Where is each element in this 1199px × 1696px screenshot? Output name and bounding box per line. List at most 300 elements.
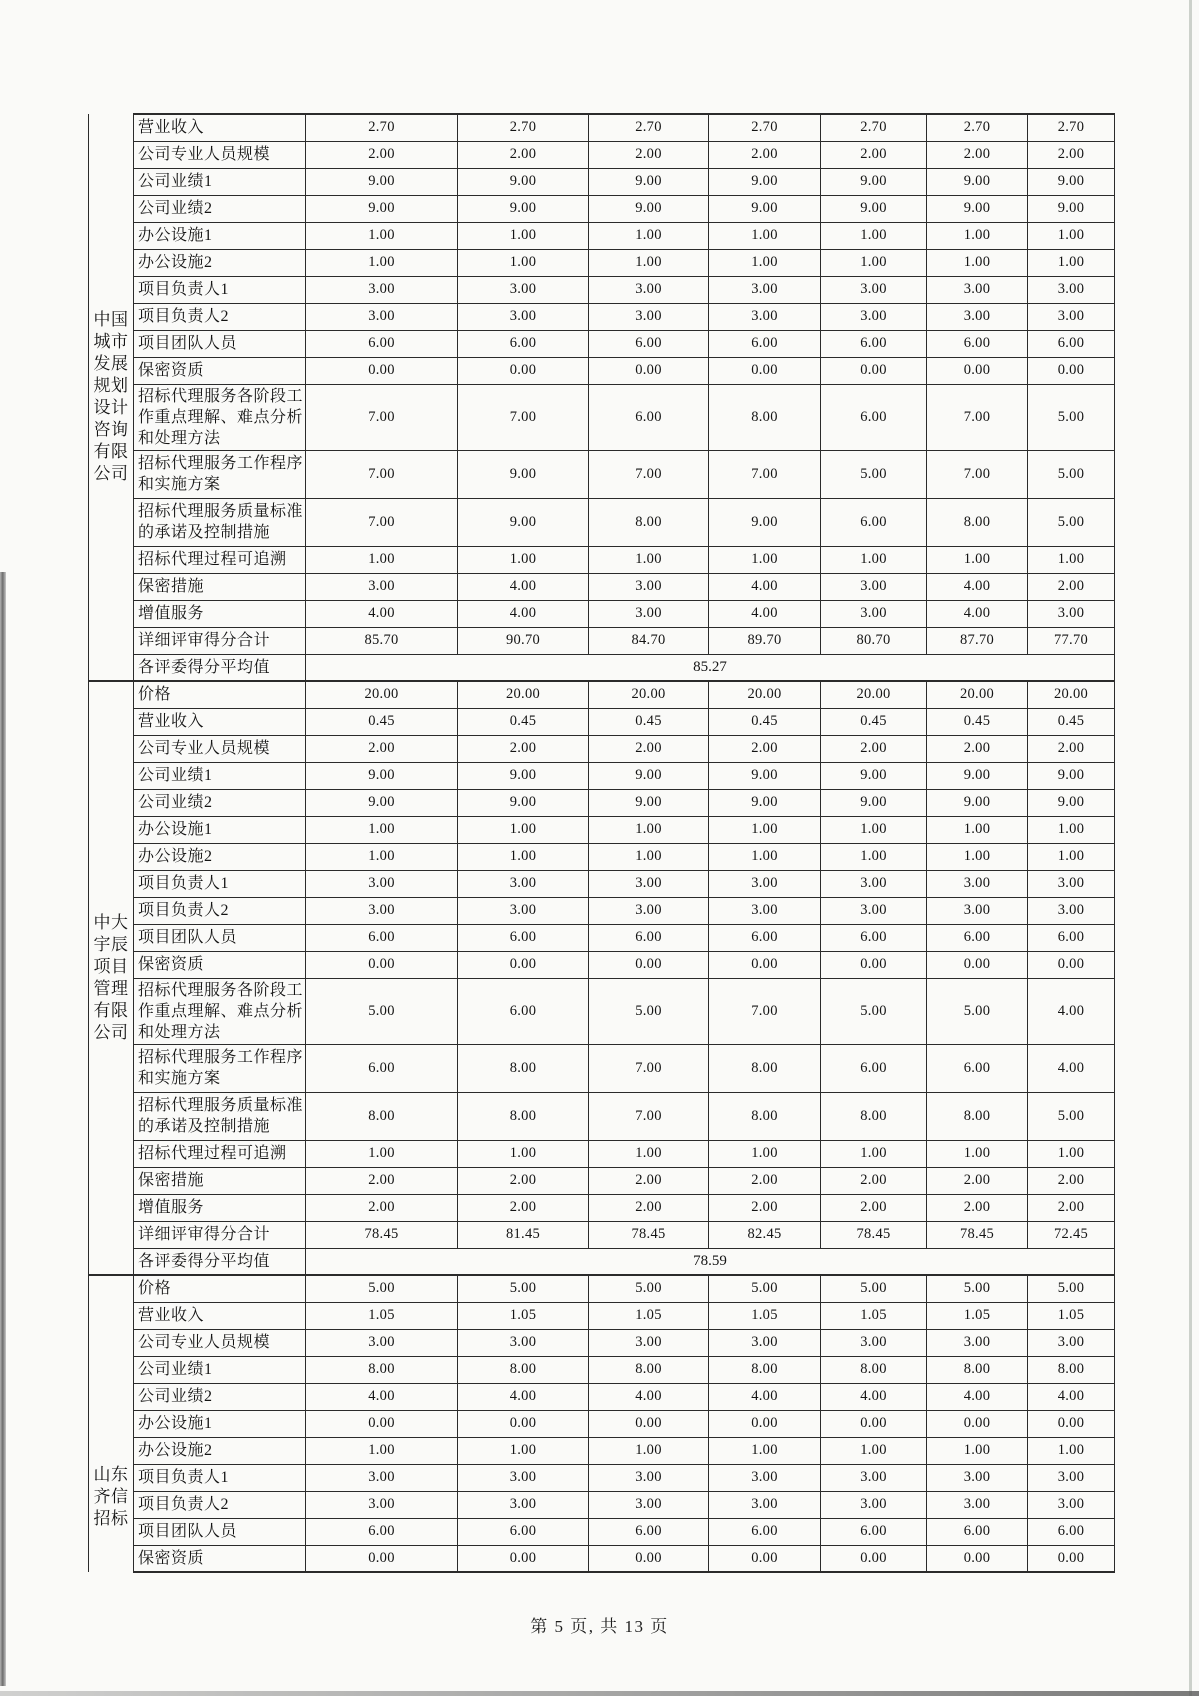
score-cell: 9.00 bbox=[927, 762, 1028, 789]
score-cell: 7.00 bbox=[306, 384, 458, 450]
score-cell: 1.00 bbox=[1028, 546, 1115, 573]
criteria-label-cell: 项目负责人2 bbox=[134, 303, 306, 330]
score-cell: 8.00 bbox=[589, 1356, 709, 1383]
score-cell: 2.00 bbox=[306, 735, 458, 762]
score-cell: 8.00 bbox=[709, 1092, 821, 1140]
score-cell: 1.00 bbox=[458, 1140, 589, 1167]
score-cell: 3.00 bbox=[821, 870, 927, 897]
score-cell: 5.00 bbox=[1028, 1092, 1115, 1140]
score-cell: 3.00 bbox=[821, 276, 927, 303]
table-row bbox=[89, 114, 1115, 141]
criteria-label-cell: 详细评审得分合计 bbox=[134, 627, 306, 654]
score-cell: 8.00 bbox=[821, 1356, 927, 1383]
score-cell: 1.00 bbox=[589, 546, 709, 573]
score-cell: 1.00 bbox=[306, 1140, 458, 1167]
score-cell: 9.00 bbox=[927, 789, 1028, 816]
score-cell: 1.00 bbox=[927, 249, 1028, 276]
score-cell: 2.00 bbox=[927, 735, 1028, 762]
score-cell: 87.70 bbox=[927, 627, 1028, 654]
table-row bbox=[89, 816, 1115, 843]
score-cell: 1.05 bbox=[927, 1302, 1028, 1329]
score-cell: 3.00 bbox=[458, 1491, 589, 1518]
score-cell: 0.00 bbox=[709, 357, 821, 384]
criteria-label-cell: 招标代理过程可追溯 bbox=[134, 1140, 306, 1167]
score-cell: 3.00 bbox=[458, 1329, 589, 1356]
score-cell: 3.00 bbox=[709, 1464, 821, 1491]
score-cell: 6.00 bbox=[458, 330, 589, 357]
score-cell: 0.00 bbox=[458, 357, 589, 384]
table-row bbox=[89, 681, 1115, 708]
criteria-label-cell: 公司专业人员规模 bbox=[134, 1329, 306, 1356]
score-cell: 2.70 bbox=[1028, 114, 1115, 141]
table-row bbox=[89, 303, 1115, 330]
score-cell: 1.00 bbox=[1028, 1140, 1115, 1167]
score-cell: 3.00 bbox=[821, 600, 927, 627]
score-cell: 9.00 bbox=[709, 195, 821, 222]
score-cell: 3.00 bbox=[821, 1464, 927, 1491]
score-cell: 3.00 bbox=[589, 870, 709, 897]
score-cell: 2.00 bbox=[458, 141, 589, 168]
score-cell: 1.00 bbox=[821, 222, 927, 249]
criteria-label-cell: 价格 bbox=[134, 681, 306, 708]
score-cell: 3.00 bbox=[1028, 303, 1115, 330]
table-row bbox=[89, 1140, 1115, 1167]
score-cell: 0.00 bbox=[927, 357, 1028, 384]
score-cell: 1.00 bbox=[821, 1437, 927, 1464]
score-cell: 5.00 bbox=[589, 1275, 709, 1302]
score-cell: 1.00 bbox=[709, 222, 821, 249]
table-row bbox=[89, 1275, 1115, 1302]
criteria-label-cell: 公司专业人员规模 bbox=[134, 141, 306, 168]
criteria-label-cell: 公司业绩2 bbox=[134, 195, 306, 222]
criteria-label-cell: 详细评审得分合计 bbox=[134, 1221, 306, 1248]
score-cell: 1.00 bbox=[709, 816, 821, 843]
score-cell: 2.00 bbox=[709, 1167, 821, 1194]
score-cell: 0.00 bbox=[589, 1545, 709, 1572]
score-cell: 5.00 bbox=[306, 1275, 458, 1302]
score-cell: 8.00 bbox=[306, 1356, 458, 1383]
score-cell: 0.00 bbox=[589, 357, 709, 384]
score-cell: 9.00 bbox=[1028, 762, 1115, 789]
score-cell: 0.00 bbox=[709, 1410, 821, 1437]
criteria-label-cell: 营业收入 bbox=[134, 708, 306, 735]
criteria-label-cell: 办公设施1 bbox=[134, 1410, 306, 1437]
criteria-label-cell: 招标代理服务各阶段工作重点理解、难点分析和处理方法 bbox=[134, 978, 306, 1044]
score-cell: 6.00 bbox=[1028, 924, 1115, 951]
score-cell: 3.00 bbox=[589, 1329, 709, 1356]
score-cell: 6.00 bbox=[821, 1044, 927, 1092]
score-cell: 3.00 bbox=[589, 1464, 709, 1491]
score-cell: 4.00 bbox=[1028, 978, 1115, 1044]
score-cell: 9.00 bbox=[821, 762, 927, 789]
score-cell: 3.00 bbox=[458, 870, 589, 897]
score-cell: 0.00 bbox=[821, 1545, 927, 1572]
score-cell: 1.00 bbox=[709, 546, 821, 573]
criteria-label-cell: 增值服务 bbox=[134, 600, 306, 627]
score-cell: 2.00 bbox=[1028, 1194, 1115, 1221]
score-cell: 2.00 bbox=[927, 1167, 1028, 1194]
table-row bbox=[89, 276, 1115, 303]
score-cell: 8.00 bbox=[709, 1044, 821, 1092]
score-cell: 4.00 bbox=[709, 1383, 821, 1410]
score-cell: 3.00 bbox=[927, 1464, 1028, 1491]
average-row bbox=[89, 1248, 1115, 1275]
table-row bbox=[89, 708, 1115, 735]
table-row bbox=[89, 843, 1115, 870]
score-cell: 1.00 bbox=[458, 546, 589, 573]
score-cell: 2.00 bbox=[589, 1167, 709, 1194]
score-cell: 1.00 bbox=[709, 1140, 821, 1167]
table-row bbox=[89, 222, 1115, 249]
score-cell: 9.00 bbox=[306, 168, 458, 195]
score-cell: 78.45 bbox=[589, 1221, 709, 1248]
score-cell: 3.00 bbox=[927, 276, 1028, 303]
score-cell: 7.00 bbox=[927, 384, 1028, 450]
score-cell: 0.00 bbox=[927, 951, 1028, 978]
score-cell: 9.00 bbox=[927, 168, 1028, 195]
score-cell: 2.70 bbox=[458, 114, 589, 141]
score-cell: 3.00 bbox=[927, 897, 1028, 924]
score-cell: 2.00 bbox=[709, 141, 821, 168]
score-cell: 9.00 bbox=[1028, 195, 1115, 222]
score-cell: 3.00 bbox=[927, 1491, 1028, 1518]
score-cell: 6.00 bbox=[458, 978, 589, 1044]
score-cell: 1.00 bbox=[589, 816, 709, 843]
score-cell: 2.00 bbox=[589, 1194, 709, 1221]
average-label-cell: 各评委得分平均值 bbox=[134, 1248, 306, 1275]
criteria-label-cell: 公司专业人员规模 bbox=[134, 735, 306, 762]
table-row bbox=[89, 168, 1115, 195]
table-row bbox=[89, 1464, 1115, 1491]
score-cell: 3.00 bbox=[821, 303, 927, 330]
score-cell: 2.00 bbox=[589, 735, 709, 762]
score-cell: 9.00 bbox=[306, 789, 458, 816]
score-cell: 0.00 bbox=[927, 1410, 1028, 1437]
criteria-label-cell: 保密措施 bbox=[134, 1167, 306, 1194]
table-row bbox=[89, 546, 1115, 573]
criteria-label-cell: 公司业绩2 bbox=[134, 789, 306, 816]
table-row bbox=[89, 978, 1115, 1044]
score-cell: 0.00 bbox=[709, 1545, 821, 1572]
score-cell: 6.00 bbox=[821, 924, 927, 951]
score-cell: 0.45 bbox=[709, 708, 821, 735]
score-cell: 6.00 bbox=[927, 924, 1028, 951]
score-cell: 1.00 bbox=[589, 1140, 709, 1167]
table-row bbox=[89, 195, 1115, 222]
score-cell: 1.00 bbox=[821, 249, 927, 276]
score-cell: 6.00 bbox=[1028, 330, 1115, 357]
score-cell: 8.00 bbox=[927, 1092, 1028, 1140]
criteria-label-cell: 增值服务 bbox=[134, 1194, 306, 1221]
table-row bbox=[89, 924, 1115, 951]
score-cell: 78.45 bbox=[306, 1221, 458, 1248]
criteria-label-cell: 办公设施2 bbox=[134, 843, 306, 870]
score-cell: 9.00 bbox=[458, 168, 589, 195]
criteria-label-cell: 价格 bbox=[134, 1275, 306, 1302]
score-cell: 1.00 bbox=[821, 546, 927, 573]
score-cell: 2.00 bbox=[1028, 735, 1115, 762]
score-cell: 6.00 bbox=[709, 330, 821, 357]
score-cell: 1.00 bbox=[589, 222, 709, 249]
score-cell: 0.00 bbox=[589, 951, 709, 978]
score-cell: 3.00 bbox=[589, 573, 709, 600]
score-cell: 4.00 bbox=[709, 573, 821, 600]
score-cell: 1.00 bbox=[458, 843, 589, 870]
criteria-label-cell: 项目团队人员 bbox=[134, 924, 306, 951]
score-cell: 8.00 bbox=[709, 384, 821, 450]
score-cell: 1.00 bbox=[709, 843, 821, 870]
score-cell: 1.05 bbox=[306, 1302, 458, 1329]
score-cell: 1.00 bbox=[927, 1437, 1028, 1464]
criteria-label-cell: 办公设施1 bbox=[134, 816, 306, 843]
score-cell: 2.00 bbox=[927, 1194, 1028, 1221]
score-cell: 4.00 bbox=[458, 1383, 589, 1410]
score-cell: 3.00 bbox=[821, 1329, 927, 1356]
score-cell: 1.00 bbox=[1028, 816, 1115, 843]
score-cell: 1.00 bbox=[306, 816, 458, 843]
score-cell: 1.00 bbox=[1028, 843, 1115, 870]
score-cell: 7.00 bbox=[709, 450, 821, 498]
table-row bbox=[89, 141, 1115, 168]
score-cell: 3.00 bbox=[589, 897, 709, 924]
score-cell: 0.45 bbox=[458, 708, 589, 735]
score-cell: 3.00 bbox=[589, 303, 709, 330]
criteria-label-cell: 项目团队人员 bbox=[134, 1518, 306, 1545]
score-cell: 2.00 bbox=[306, 1167, 458, 1194]
table-row bbox=[89, 384, 1115, 450]
table-row bbox=[89, 735, 1115, 762]
score-cell: 1.00 bbox=[709, 1437, 821, 1464]
score-cell: 0.00 bbox=[821, 357, 927, 384]
score-cell: 9.00 bbox=[821, 195, 927, 222]
score-cell: 5.00 bbox=[1028, 1275, 1115, 1302]
score-cell: 4.00 bbox=[821, 1383, 927, 1410]
score-cell: 1.05 bbox=[709, 1302, 821, 1329]
score-cell: 1.00 bbox=[306, 249, 458, 276]
score-cell: 1.00 bbox=[306, 843, 458, 870]
score-cell: 0.00 bbox=[306, 1545, 458, 1572]
score-cell: 4.00 bbox=[1028, 1044, 1115, 1092]
score-cell: 9.00 bbox=[709, 789, 821, 816]
score-cell: 6.00 bbox=[1028, 1518, 1115, 1545]
score-cell: 1.00 bbox=[589, 1437, 709, 1464]
score-cell: 7.00 bbox=[709, 978, 821, 1044]
score-cell: 9.00 bbox=[589, 789, 709, 816]
table-row bbox=[89, 762, 1115, 789]
score-cell: 2.70 bbox=[927, 114, 1028, 141]
score-cell: 9.00 bbox=[306, 195, 458, 222]
score-cell: 3.00 bbox=[709, 276, 821, 303]
score-cell: 0.00 bbox=[821, 951, 927, 978]
score-cell: 1.00 bbox=[927, 222, 1028, 249]
score-cell: 1.05 bbox=[821, 1302, 927, 1329]
table-row bbox=[89, 1491, 1115, 1518]
score-cell: 1.00 bbox=[458, 816, 589, 843]
score-cell: 9.00 bbox=[821, 789, 927, 816]
score-cell: 9.00 bbox=[458, 789, 589, 816]
score-cell: 3.00 bbox=[306, 1491, 458, 1518]
score-cell: 1.00 bbox=[821, 843, 927, 870]
criteria-label-cell: 办公设施2 bbox=[134, 249, 306, 276]
score-cell: 0.00 bbox=[1028, 357, 1115, 384]
score-cell: 6.00 bbox=[306, 330, 458, 357]
score-cell: 0.00 bbox=[1028, 951, 1115, 978]
score-cell: 2.00 bbox=[1028, 573, 1115, 600]
score-cell: 3.00 bbox=[821, 1491, 927, 1518]
score-cell: 3.00 bbox=[306, 870, 458, 897]
table-row bbox=[89, 1383, 1115, 1410]
table-row bbox=[89, 1044, 1115, 1092]
criteria-label-cell: 公司业绩1 bbox=[134, 168, 306, 195]
score-cell: 3.00 bbox=[821, 897, 927, 924]
score-cell: 8.00 bbox=[458, 1044, 589, 1092]
score-cell: 8.00 bbox=[709, 1356, 821, 1383]
table-row bbox=[89, 870, 1115, 897]
table-row bbox=[89, 951, 1115, 978]
score-cell: 3.00 bbox=[927, 870, 1028, 897]
criteria-label-cell: 招标代理服务各阶段工作重点理解、难点分析和处理方法 bbox=[134, 384, 306, 450]
score-cell: 9.00 bbox=[1028, 789, 1115, 816]
score-cell: 0.00 bbox=[1028, 1410, 1115, 1437]
score-cell: 1.00 bbox=[306, 1437, 458, 1464]
score-cell: 4.00 bbox=[306, 1383, 458, 1410]
table-row bbox=[89, 1437, 1115, 1464]
table-row bbox=[89, 789, 1115, 816]
score-cell: 5.00 bbox=[821, 1275, 927, 1302]
score-cell: 8.00 bbox=[306, 1092, 458, 1140]
score-cell: 82.45 bbox=[709, 1221, 821, 1248]
score-cell: 8.00 bbox=[821, 1092, 927, 1140]
score-cell: 6.00 bbox=[709, 1518, 821, 1545]
score-cell: 6.00 bbox=[927, 330, 1028, 357]
score-cell: 0.45 bbox=[1028, 708, 1115, 735]
score-cell: 6.00 bbox=[589, 330, 709, 357]
score-cell: 3.00 bbox=[589, 1491, 709, 1518]
criteria-label-cell: 项目负责人2 bbox=[134, 1491, 306, 1518]
score-cell: 1.00 bbox=[1028, 249, 1115, 276]
score-cell: 6.00 bbox=[589, 924, 709, 951]
score-cell: 6.00 bbox=[821, 330, 927, 357]
score-cell: 6.00 bbox=[821, 498, 927, 546]
score-cell: 4.00 bbox=[458, 600, 589, 627]
score-cell: 8.00 bbox=[589, 498, 709, 546]
criteria-label-cell: 项目负责人2 bbox=[134, 897, 306, 924]
score-cell: 77.70 bbox=[1028, 627, 1115, 654]
table-row bbox=[89, 897, 1115, 924]
score-cell: 1.00 bbox=[821, 816, 927, 843]
score-cell: 6.00 bbox=[589, 1518, 709, 1545]
page-scan-right-edge bbox=[1189, 0, 1192, 1696]
criteria-label-cell: 公司业绩2 bbox=[134, 1383, 306, 1410]
score-cell: 3.00 bbox=[306, 303, 458, 330]
score-cell: 1.00 bbox=[927, 843, 1028, 870]
score-cell: 1.00 bbox=[458, 249, 589, 276]
score-cell: 72.45 bbox=[1028, 1221, 1115, 1248]
score-cell: 0.00 bbox=[458, 1545, 589, 1572]
score-cell: 3.00 bbox=[306, 1464, 458, 1491]
score-cell: 5.00 bbox=[821, 450, 927, 498]
score-cell: 2.00 bbox=[306, 1194, 458, 1221]
score-cell: 2.00 bbox=[589, 141, 709, 168]
score-cell: 9.00 bbox=[709, 762, 821, 789]
score-cell: 84.70 bbox=[589, 627, 709, 654]
score-cell: 0.00 bbox=[458, 951, 589, 978]
score-cell: 0.00 bbox=[458, 1410, 589, 1437]
score-cell: 9.00 bbox=[589, 168, 709, 195]
criteria-label-cell: 项目团队人员 bbox=[134, 330, 306, 357]
table-row bbox=[89, 1545, 1115, 1572]
table-row bbox=[89, 1302, 1115, 1329]
score-cell: 7.00 bbox=[589, 1092, 709, 1140]
score-cell: 7.00 bbox=[306, 450, 458, 498]
score-cell: 9.00 bbox=[821, 168, 927, 195]
score-cell: 0.00 bbox=[1028, 1545, 1115, 1572]
score-cell: 90.70 bbox=[458, 627, 589, 654]
score-cell: 3.00 bbox=[1028, 870, 1115, 897]
score-cell: 1.05 bbox=[1028, 1302, 1115, 1329]
score-cell: 3.00 bbox=[589, 276, 709, 303]
score-cell: 9.00 bbox=[458, 498, 589, 546]
score-cell: 2.00 bbox=[821, 1167, 927, 1194]
company-name-cell: 山东齐信招标 bbox=[89, 1275, 134, 1572]
score-cell: 3.00 bbox=[927, 303, 1028, 330]
score-cell: 9.00 bbox=[709, 168, 821, 195]
score-cell: 0.45 bbox=[589, 708, 709, 735]
page-scan-left-edge bbox=[0, 572, 6, 1686]
score-cell: 3.00 bbox=[1028, 276, 1115, 303]
score-cell: 3.00 bbox=[821, 573, 927, 600]
score-cell: 1.00 bbox=[927, 816, 1028, 843]
score-cell: 8.00 bbox=[927, 1356, 1028, 1383]
table-row bbox=[89, 1194, 1115, 1221]
score-cell: 6.00 bbox=[458, 924, 589, 951]
score-cell: 1.00 bbox=[1028, 1437, 1115, 1464]
score-cell: 3.00 bbox=[306, 276, 458, 303]
score-cell: 6.00 bbox=[821, 384, 927, 450]
table-row bbox=[89, 573, 1115, 600]
table-row bbox=[89, 1221, 1115, 1248]
criteria-label-cell: 营业收入 bbox=[134, 114, 306, 141]
score-cell: 2.00 bbox=[821, 1194, 927, 1221]
score-cell: 5.00 bbox=[306, 978, 458, 1044]
criteria-label-cell: 项目负责人1 bbox=[134, 870, 306, 897]
criteria-label-cell: 办公设施1 bbox=[134, 222, 306, 249]
score-cell: 1.00 bbox=[821, 1140, 927, 1167]
score-cell: 0.00 bbox=[306, 357, 458, 384]
score-cell: 2.00 bbox=[458, 1167, 589, 1194]
criteria-label-cell: 招标代理服务质量标准的承诺及控制措施 bbox=[134, 1092, 306, 1140]
score-cell: 1.00 bbox=[927, 1140, 1028, 1167]
criteria-label-cell: 招标代理服务工作程序和实施方案 bbox=[134, 1044, 306, 1092]
table-row bbox=[89, 450, 1115, 498]
average-value-cell: 78.59 bbox=[306, 1248, 1115, 1275]
score-cell: 2.00 bbox=[458, 1194, 589, 1221]
average-row bbox=[89, 654, 1115, 681]
score-cell: 20.00 bbox=[1028, 681, 1115, 708]
table-row bbox=[89, 1329, 1115, 1356]
score-cell: 85.70 bbox=[306, 627, 458, 654]
criteria-label-cell: 公司业绩1 bbox=[134, 1356, 306, 1383]
criteria-label-cell: 项目负责人1 bbox=[134, 276, 306, 303]
score-cell: 4.00 bbox=[589, 1383, 709, 1410]
company-name-cell: 中国城市发展规划设计咨询有限公司 bbox=[89, 114, 134, 681]
score-cell: 4.00 bbox=[306, 600, 458, 627]
score-cell: 5.00 bbox=[458, 1275, 589, 1302]
score-cell: 5.00 bbox=[1028, 384, 1115, 450]
table-row bbox=[89, 1410, 1115, 1437]
score-cell: 0.00 bbox=[589, 1410, 709, 1437]
score-cell: 1.05 bbox=[458, 1302, 589, 1329]
